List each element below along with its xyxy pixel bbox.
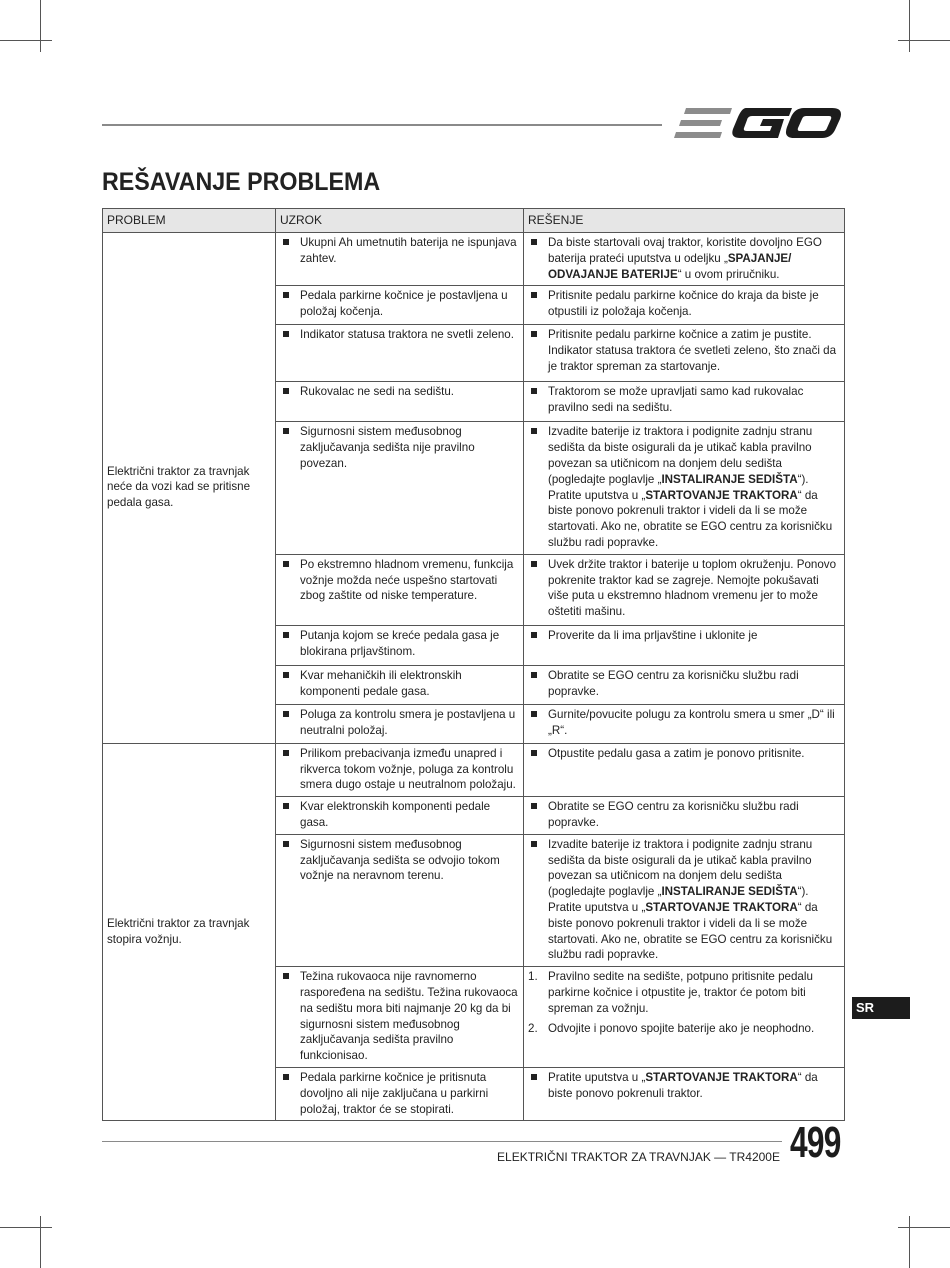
solution-cell: Obratite se EGO centru za korisničku službu radi popravke. <box>524 797 845 835</box>
problem-cell: Električni traktor za travnjak stopira vožnju. <box>103 743 276 1121</box>
solution-cell: Otpustite pedalu gasa a zatim je ponovo pritisnite. <box>524 743 845 796</box>
header-rule <box>102 124 662 126</box>
solution-cell: Uvek držite traktor i baterije u toplom okruženju. Ponovo pokrenite traktor kad se zagreje. Nemojte pokušavati više puta u ekstremno hladnom vremenu jer to može oštetiti mašinu. <box>524 554 845 625</box>
crop-mark-tr-h <box>898 40 950 41</box>
solution-cell: Gurnite/povucite polugu za kontrolu smera u smer „D“ ili „R“. <box>524 704 845 743</box>
cause-cell: Poluga za kontrolu smera je postavljena u neutralni položaj. <box>276 704 524 743</box>
page-number: 499 <box>790 1118 841 1167</box>
crop-mark-bl-v <box>40 1216 41 1268</box>
table-row <box>103 743 845 796</box>
language-tab: SR <box>852 997 910 1019</box>
crop-mark-bl-h <box>0 1227 52 1228</box>
solution-cell: Pratite uputstva u „STARTOVANJE TRAKTORA“ da biste ponovo pokrenuli traktor. <box>524 1067 845 1120</box>
table-header-row <box>103 209 845 233</box>
solution-cell: Pritisnite pedalu parkirne kočnice a zatim je pustite. Indikator statusa traktora će svetleti zeleno, što znači da je traktor spreman za startovanje. <box>524 325 845 382</box>
solution-step: 2. Odvojite i ponovo spojite baterije ako je neophodno. <box>528 1021 815 1035</box>
cause-cell: Rukovalac ne sedi na sedištu. <box>276 382 524 422</box>
cause-cell: Putanja kojom se kreće pedala gasa je blokirana prljavštinom. <box>276 625 524 665</box>
cause-cell: Ukupni Ah umetnutih baterija ne ispunjava zahtev. <box>276 233 524 286</box>
footer-text: ELEKTRIČNI TRAKTOR ZA TRAVNJAK — TR4200E <box>497 1150 780 1164</box>
solution-cell: Da biste startovali ovaj traktor, koristite dovoljno EGO baterija prateći uputstva u odeljku „SPAJANJE/ ODVAJANJE BATERIJE“ u ovom priručniku. <box>524 233 845 286</box>
ego-logo <box>672 100 844 146</box>
cause-cell: Indikator statusa traktora ne svetli zeleno. <box>276 325 524 382</box>
cause-cell: Kvar mehaničkih ili elektronskih komponenti pedale gasa. <box>276 665 524 704</box>
footer-rule <box>102 1141 782 1142</box>
cause-cell: Prilikom prebacivanja između unapred i rikverca tokom vožnje, poluga za kontrolu smera dugo ostaje u neutralnom položaju. <box>276 743 524 796</box>
solution-cell: Izvadite baterije iz traktora i podignite zadnju stranu sedišta da biste osigurali da je utikač kabla pravilno povezan sa utičnicom na donjem delu sedišta (pogledajte poglavlje „INSTALIRANJE SEDIŠTA“). Pratite uputstva u „STARTOVANJE TRAKTORA“ da biste ponovo pokrenuli traktor i videli da li se može startovati. Ako ne, obratite se EGO centru za korisničku službu radi popravke. <box>524 422 845 554</box>
crop-mark-tl-v <box>40 0 41 52</box>
col-header-cause: UZROK <box>276 209 524 233</box>
problem-cell: Električni traktor za travnjak neće da vozi kad se pritisne pedala gasa. <box>103 233 276 744</box>
solution-cell: Proverite da li ima prljavštine i uklonite je <box>524 625 845 665</box>
page-title: REŠAVANJE PROBLEMA <box>102 168 381 196</box>
table-row <box>103 233 845 286</box>
cause-cell: Sigurnosni sistem međusobnog zaključavanja sedišta nije pravilno povezan. <box>276 422 524 554</box>
crop-mark-br-v <box>909 1216 910 1268</box>
cause-cell: Sigurnosni sistem međusobnog zaključavanja sedišta se odvojio tokom vožnje na neravnom terenu. <box>276 834 524 966</box>
col-header-problem: PROBLEM <box>103 209 276 233</box>
cause-cell: Pedala parkirne kočnice je pritisnuta dovoljno ali nije zaključana u parkirni položaj, traktor će se stopirati. <box>276 1067 524 1120</box>
troubleshooting-table <box>102 208 845 1121</box>
solution-cell: Pritisnite pedalu parkirne kočnice do kraja da biste je otpustili iz položaja kočenja. <box>524 286 845 325</box>
crop-mark-br-h <box>898 1227 950 1228</box>
cause-cell: Kvar elektronskih komponenti pedale gasa. <box>276 797 524 835</box>
cause-cell: Težina rukovaoca nije ravnomerno raspoređena na sedištu. Težina rukovaoca na sedištu mora biti najmanje 20 kg da bi sigurnosni sistem međusobnog zaključavanja sedišta pravilno funkcionisao. <box>276 967 524 1068</box>
solution-cell: Izvadite baterije iz traktora i podignite zadnju stranu sedišta da biste osigurali da je utikač kabla pravilno povezan sa utičnicom na donjem delu sedišta (pogledajte poglavlje „INSTALIRANJE SEDIŠTA“). Pratite uputstva u „STARTOVANJE TRAKTORA“ da biste ponovo pokrenuli traktor i videli da li se može startovati. Ako ne, obratite se EGO centru za korisničku službu radi popravke. <box>524 834 845 966</box>
solution-cell: Traktorom se može upravljati samo kad rukovalac pravilno sedi na sedištu. <box>524 382 845 422</box>
solution-cell <box>524 967 845 1068</box>
cause-cell: Po ekstremno hladnom vremenu, funkcija vožnje možda neće uspešno startovati zbog zaštite od niske temperature. <box>276 554 524 625</box>
crop-mark-tl-h <box>0 40 52 41</box>
cause-cell: Pedala parkirne kočnice je postavljena u položaj kočenja. <box>276 286 524 325</box>
col-header-solution: REŠENJE <box>524 209 845 233</box>
solution-step: 1. Pravilno sedite na sedište, potpuno pritisnite pedalu parkirne kočnice i otpustite je, traktor će potom biti spreman za vožnju. <box>528 970 813 1015</box>
solution-cell: Obratite se EGO centru za korisničku službu radi popravke. <box>524 665 845 704</box>
crop-mark-tr-v <box>909 0 910 52</box>
